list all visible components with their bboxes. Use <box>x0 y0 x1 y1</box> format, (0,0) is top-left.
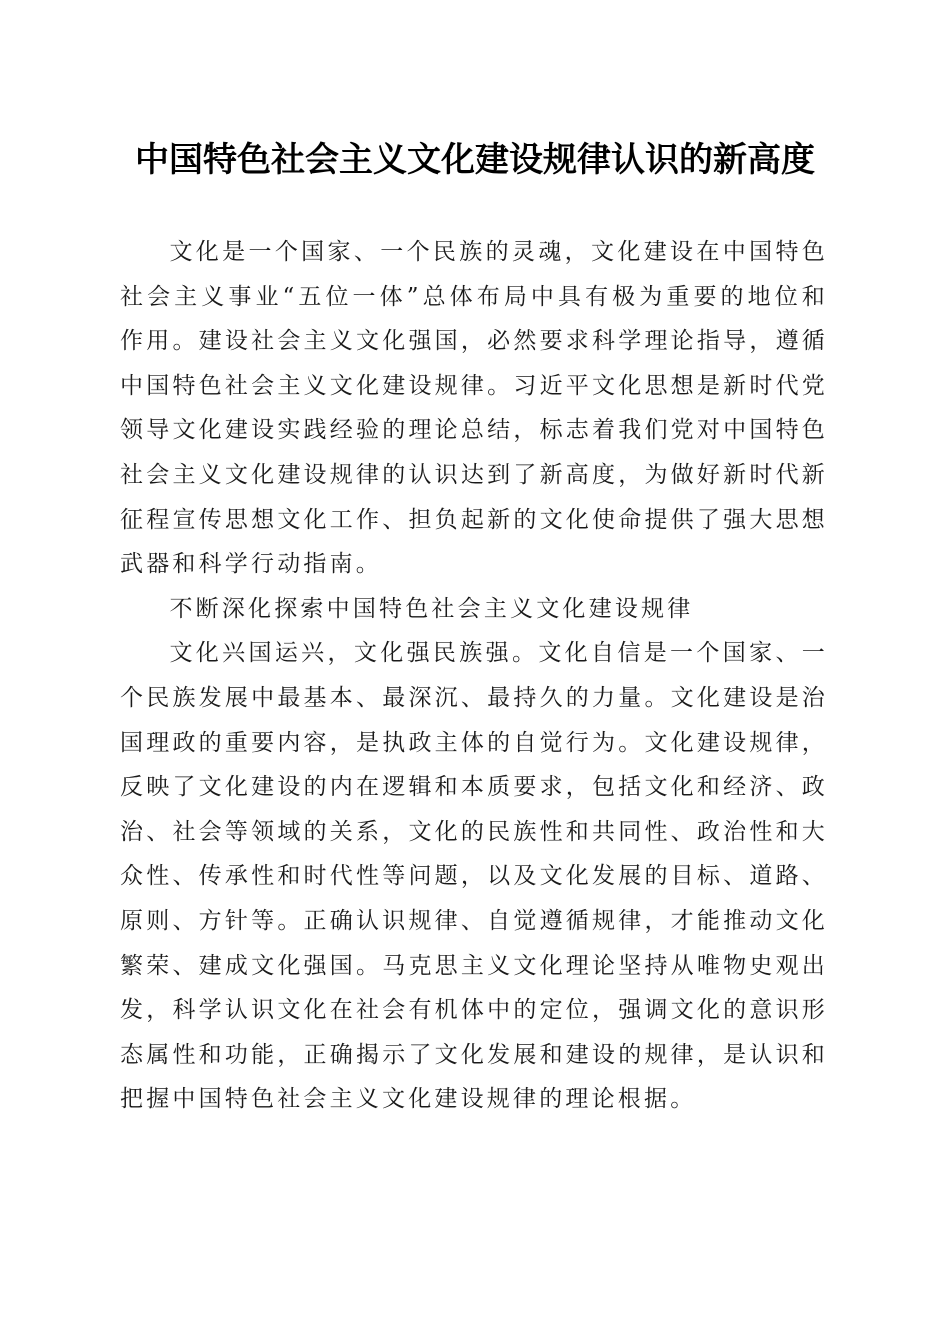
document-body <box>120 230 828 1122</box>
paragraph-intro: 文化是一个国家、一个民族的灵魂，文化建设在中国特色社会主义事业“五位一体”总体布局中具有极为重要的地位和作用。建设社会主义文化强国，必然要求科学理论指导，遵循中国特色社会主义文化建设规律。习近平文化思想是新时代党领导文化建设实践经验的理论总结，标志着我们党对中国特色社会主义文化建设规律的认识达到了新高度，为做好新时代新征程宣传思想文化工作、担负起新的文化使命提供了强大思想武器和科学行动指南。 <box>120 239 828 578</box>
paragraph-culture-laws: 文化兴国运兴，文化强民族强。文化自信是一个国家、一个民族发展中最基本、最深沉、最持久的力量。文化建设是治国理政的重要内容，是执政主体的自觉行为。文化建设规律，反映了文化建设的内在逻辑和本质要求，包括文化和经济、政治、社会等领域的关系，文化的民族性和共同性、政治性和大众性、传承性和时代性等问题，以及文化发展的目标、道路、原则、方针等。正确认识规律、自觉遵循规律，才能推动文化繁荣、建成文化强国。马克思主义文化理论坚持从唯物史观出发，科学认识文化在社会有机体中的定位，强调文化的意识形态属性和功能，正确揭示了文化发展和建设的规律，是认识和把握中国特色社会主义文化建设规律的理论根据。 <box>120 640 828 1113</box>
section-heading: 不断深化探索中国特色社会主义文化建设规律 <box>169 595 694 622</box>
document-title: 中国特色社会主义文化建设规律认识的新高度 <box>135 140 815 180</box>
